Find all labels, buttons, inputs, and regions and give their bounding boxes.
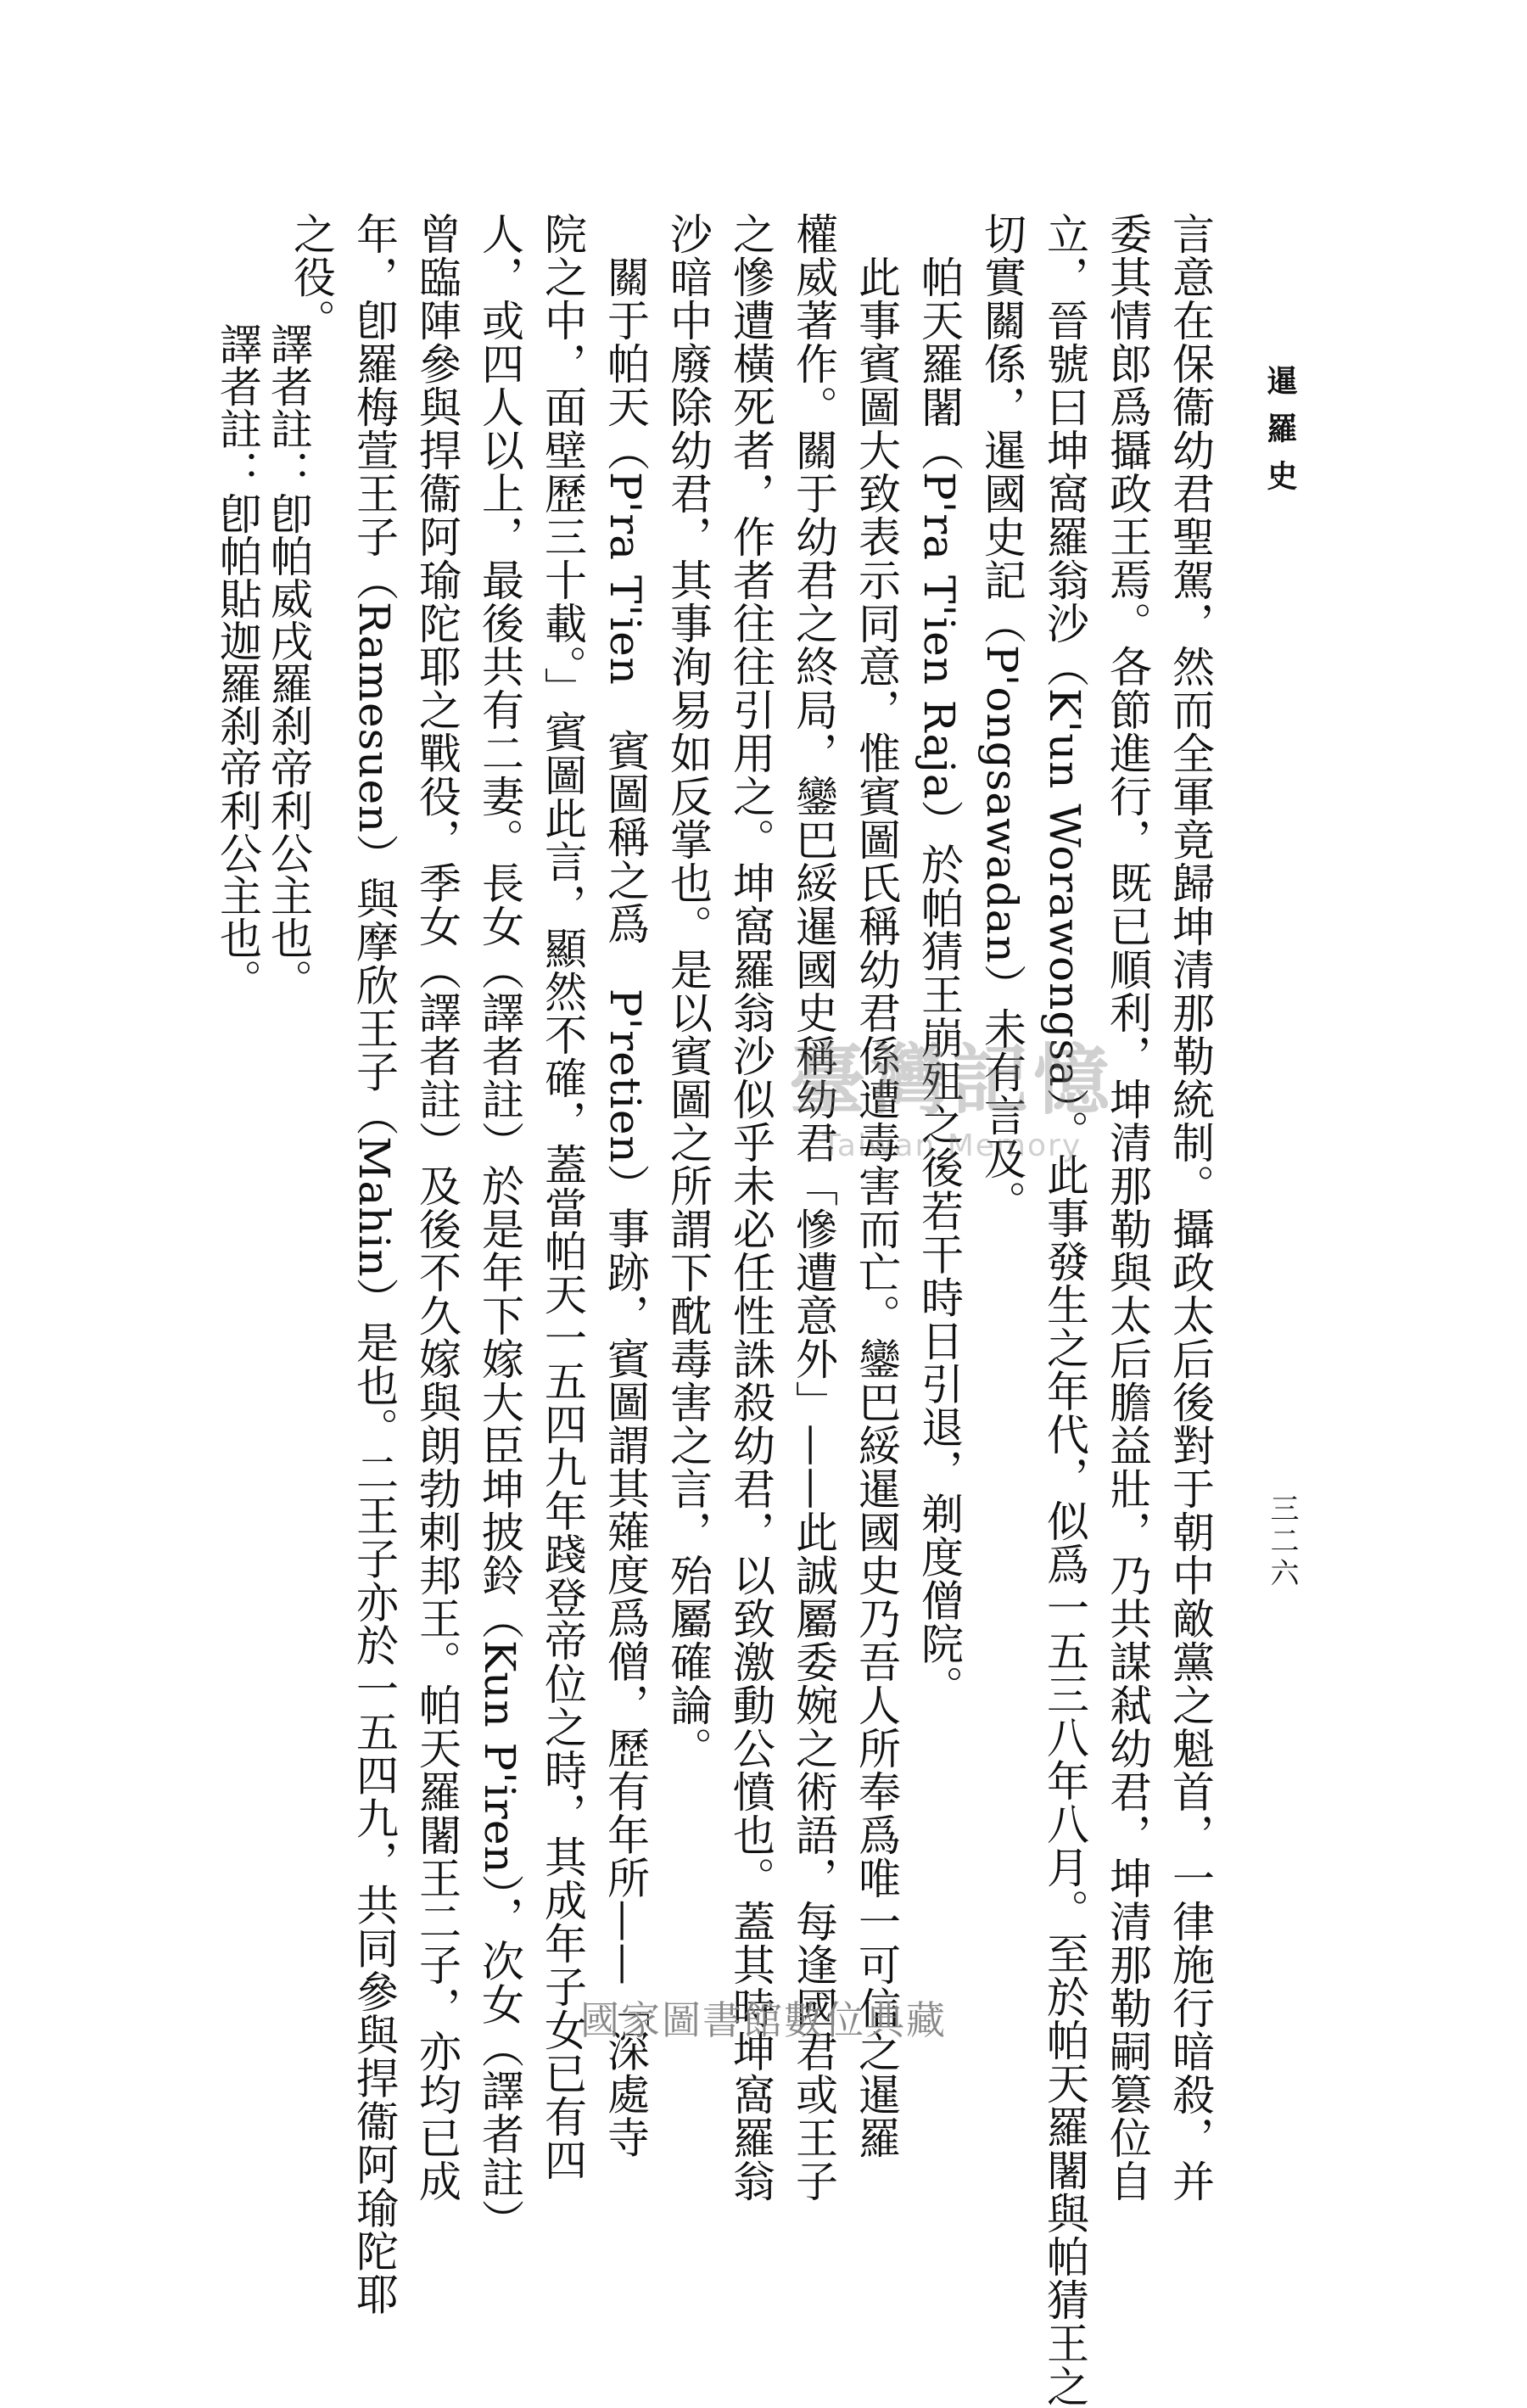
text-line: 帕天羅闍（P'ra T'ien Raja）於帕猜王崩殂之後若干時日引退，剃度僧院。 [915, 212, 964, 1709]
watermark-text: 臺灣記憶 [789, 1035, 1115, 1125]
translator-note: 譯者註：卽帕威戌羅刹帝利公主也。 [264, 322, 313, 1001]
book-title: 暹羅史 [1262, 365, 1298, 507]
text-line: 關于帕天（P'ra T'ien 賓圖稱之爲 P'retien）事跡，賓圖謂其薙度爲僧，歷有年所——「深處寺 [601, 212, 650, 2159]
text-line: 切實關係，暹國史記（P'ongsawadan）未有言及。 [977, 212, 1026, 1224]
text-line: 曾臨陣參與捍衞阿瑜陀耶之戰役，季女（譯者註）及後不久嫁與朗勃剌邦王。帕天羅闍王二子，亦均已成 [412, 212, 461, 2203]
text-line: 委其情郎爲攝政王焉。各節進行，既已順利，坤清那勒與太后膽益壯，乃共謀弒幼君，坤清那勒嗣篡位自 [1103, 212, 1152, 2203]
text-line: 權威著作。關于幼君之終局，鑾巴綏暹國史稱幼君「慘遭意外」——此誠屬委婉之術語，每逢國君或王子 [789, 212, 838, 2203]
text-line: 立，晉號曰坤窩羅翁沙（K'un Worawongsa）。此事發生之年代，似爲一五三八年八月。至於帕天羅闍與帕猜王之 [1040, 212, 1089, 2408]
watermark-subtext: Taiwan Memory [821, 1128, 1082, 1163]
text-line: 人，或四人以上，最後共有二妻。長女（譯者註）於是年下嫁大臣坤披鈴（Kun P'iren），次女（譯者註） [475, 212, 524, 2243]
text-line: 之役。 [287, 212, 336, 342]
text-line: 言意在保衞幼君聖駕，然而全軍竟歸坤清那勒統制。攝政太后後對于朝中敵黨之魁首，一律施行暗殺，并 [1166, 212, 1215, 2203]
text-line: 年，卽羅梅萱王子（Ramesuen）與摩欣王子（Mahin）是也。二王子亦於一五四九，共同參與捍衞阿瑜陀耶 [350, 212, 399, 2316]
translator-notes [204, 322, 314, 1001]
text-line: 之慘遭橫死者，作者往往引用之。坤窩羅翁沙似乎未必任性誅殺幼君，以致激動公憤也。蓋其時坤窩羅翁 [726, 212, 775, 2203]
watermark-logo [789, 1018, 1115, 1163]
translator-note: 譯者註：卽帕貼迦羅刹帝利公主也。 [213, 322, 262, 1001]
text-line: 院之中，面壁歷三十載。」賓圖此言，顯然不確，蓋當帕天一五四九年踐登帝位之時，其成年子女已有四 [538, 212, 587, 2181]
text-line: 沙暗中廢除幼君，其事洵易如反掌也。是以賓圖之所謂下酖毒害之言，殆屬確論。 [663, 212, 713, 1770]
page-number: 三二六 [1265, 1493, 1299, 1590]
footer-credit: 國家圖書館數位典藏 [580, 1997, 947, 2043]
text-line: 此事賓圖大致表示同意，惟賓圖氏稱幼君係遭毒害而亡。鑾巴綏暹國史乃吾人所奉爲唯一可信之暹羅 [852, 212, 901, 2159]
